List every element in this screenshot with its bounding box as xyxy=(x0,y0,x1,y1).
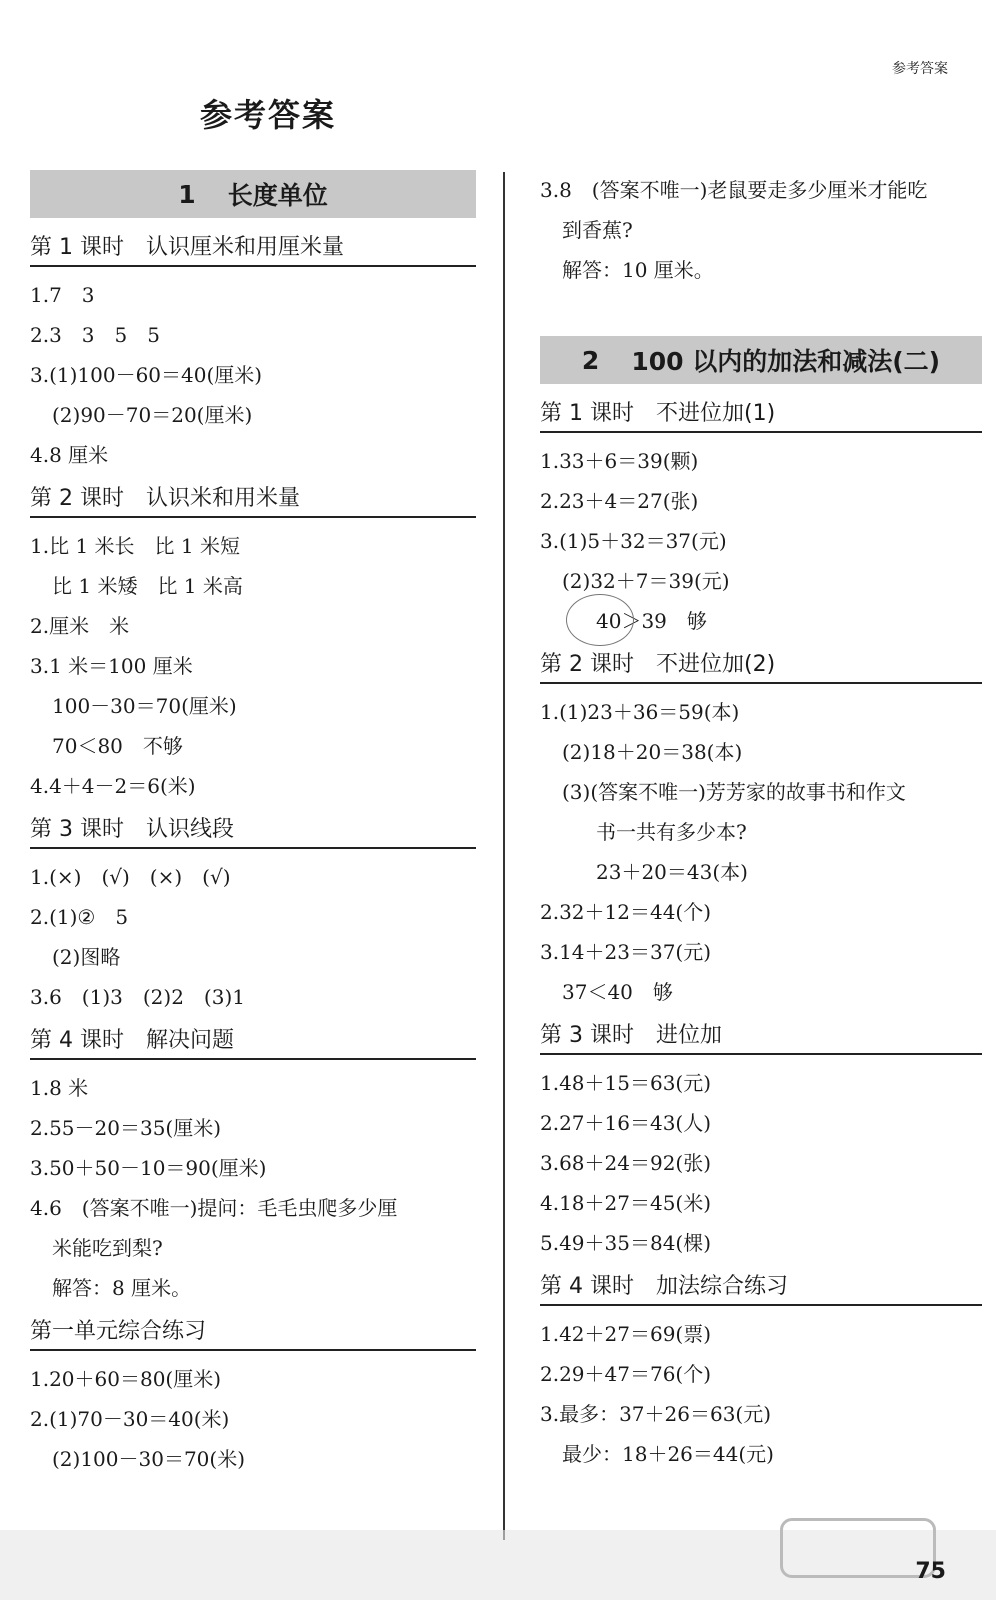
stamp-mark xyxy=(566,594,634,646)
lesson-name: 不进位加(2) xyxy=(655,652,776,677)
answer-line: 解答：10 厘米。 xyxy=(562,258,714,282)
lesson-title xyxy=(30,230,476,267)
lesson-name: 加法综合练习 xyxy=(655,1274,788,1299)
answer-line: 3.50＋50－10＝90(厘米) xyxy=(30,1156,267,1180)
lesson-section xyxy=(30,1314,476,1479)
answer-line: 1.20＋60＝80(厘米) xyxy=(30,1367,222,1391)
lesson-number: 第 2 课时 xyxy=(30,486,124,511)
answer-line: 4.18＋27＝45(米) xyxy=(540,1191,712,1215)
lesson-number: 第 1 课时 xyxy=(30,235,124,260)
lesson-title xyxy=(540,1018,982,1055)
lesson-section xyxy=(30,1023,476,1308)
answer-line: 2.23＋4＝27(张) xyxy=(540,489,699,513)
unit-banner xyxy=(540,336,982,384)
lesson-name: 认识厘米和用厘米量 xyxy=(145,235,344,260)
answer-line: (2)90－70＝20(厘米) xyxy=(52,403,253,427)
page-number: 75 xyxy=(915,1559,946,1584)
lesson-section xyxy=(30,481,476,806)
answer-line: (2)图略 xyxy=(52,945,121,969)
page-title: 参考答案 xyxy=(200,96,337,134)
answer-line: 1.42＋27＝69(票) xyxy=(540,1322,712,1346)
unit-name: 长度单位 xyxy=(227,181,328,210)
answer-line: 最少：18＋26＝44(元) xyxy=(562,1442,774,1466)
lesson-section xyxy=(30,812,476,1017)
header-label: 参考答案 xyxy=(892,61,948,77)
left-column xyxy=(30,170,476,1485)
answer-line: 2.32＋12＝44(个) xyxy=(540,900,712,924)
unit-name: 100 以内的加法和减法(二) xyxy=(631,347,941,376)
answer-line: 2.3 3 5 5 xyxy=(30,323,160,347)
answer-line: 1.(×) (√) (×) (√) xyxy=(30,865,231,889)
answer-line: 解答：8 厘米。 xyxy=(52,1276,192,1300)
answer-line: 1.8 米 xyxy=(30,1076,89,1100)
answer-line: 3.1 米＝100 厘米 xyxy=(30,654,193,678)
answer-line: (2)18＋20＝38(本) xyxy=(562,740,743,764)
lesson-name: 认识线段 xyxy=(145,817,234,842)
answer-line: 23＋20＝43(本) xyxy=(596,860,748,884)
answer-line: 3.14＋23＝37(元) xyxy=(540,940,712,964)
lesson-title xyxy=(30,812,476,849)
unit-number: 2 xyxy=(581,345,600,375)
answer-line: 37＜40 够 xyxy=(562,980,673,1004)
lesson-number: 第 4 课时 xyxy=(540,1274,634,1299)
answer-line: 70＜80 不够 xyxy=(52,734,183,758)
lesson-title xyxy=(30,1023,476,1060)
answer-line: 2.厘米 米 xyxy=(30,614,130,638)
lesson-section xyxy=(540,647,982,1012)
lesson-number: 第 2 课时 xyxy=(540,652,634,677)
answer-line: 到香蕉? xyxy=(562,218,633,242)
answer-line: 1.48＋15＝63(元) xyxy=(540,1071,712,1095)
lesson-name: 认识米和用米量 xyxy=(145,486,300,511)
answer-line: 3.最多：37＋26＝63(元) xyxy=(540,1402,772,1426)
answer-line: 5.49＋35＝84(棵) xyxy=(540,1231,712,1255)
column-divider xyxy=(503,172,505,1540)
answer-line: 2.(1)70－30＝40(米) xyxy=(30,1407,230,1431)
lesson-number: 第 1 课时 xyxy=(540,401,634,426)
unit-number: 1 xyxy=(178,179,196,209)
answer-line: 4.4＋4－2＝6(米) xyxy=(30,774,196,798)
lesson-number: 第 4 课时 xyxy=(30,1028,124,1053)
lesson-name: 解决问题 xyxy=(145,1028,234,1053)
lesson-name: 进位加 xyxy=(655,1023,722,1048)
answer-line: 3.68＋24＝92(张) xyxy=(540,1151,712,1175)
answer-line: 2.55－20＝35(厘米) xyxy=(30,1116,222,1140)
answer-line: 2.29＋47＝76(个) xyxy=(540,1362,712,1386)
lesson-title xyxy=(540,1269,982,1306)
lesson-title xyxy=(540,396,982,433)
lesson-title xyxy=(30,481,476,518)
lesson-section xyxy=(30,230,476,475)
answer-line: 2.(1)② 5 xyxy=(30,905,129,929)
answer-line: 40＞39 够 xyxy=(596,609,707,633)
lesson-section xyxy=(540,1018,982,1263)
answer-line: 100－30＝70(厘米) xyxy=(52,694,237,718)
answer-line: 1.比 1 米长 比 1 米短 xyxy=(30,534,240,558)
right-column xyxy=(540,170,982,1480)
lesson-number: 第 3 课时 xyxy=(30,817,124,842)
answer-line: 2.27＋16＝43(人) xyxy=(540,1111,712,1135)
answer-line: 书一共有多少本? xyxy=(596,820,747,844)
lesson-number: 第 3 课时 xyxy=(540,1023,634,1048)
answer-line: 4.6 (答案不唯一)提问：毛毛虫爬多少厘 xyxy=(30,1196,398,1220)
unit-banner xyxy=(30,170,476,218)
answer-line: 米能吃到梨? xyxy=(52,1236,163,1260)
answer-line: 3.8 (答案不唯一)老鼠要走多少厘米才能吃 xyxy=(540,178,928,202)
answer-line: 3.(1)5＋32＝37(元) xyxy=(540,529,727,553)
answer-line: 3.6 (1)3 (2)2 (3)1 xyxy=(30,985,245,1009)
answer-line: (3)(答案不唯一)芳芳家的故事书和作文 xyxy=(562,780,906,804)
lesson-section xyxy=(540,1269,982,1474)
answer-line: (2)100－30＝70(米) xyxy=(52,1447,246,1471)
lesson-number: 第一单元综合练习 xyxy=(30,1319,207,1344)
answer-line: 比 1 米矮 比 1 米高 xyxy=(52,574,243,598)
lesson-name: 不进位加(1) xyxy=(655,401,776,426)
answer-line: 3.(1)100－60＝40(厘米) xyxy=(30,363,263,387)
answer-line: 1.(1)23＋36＝59(本) xyxy=(540,700,740,724)
lesson-title xyxy=(30,1314,476,1351)
lesson-title xyxy=(540,647,982,684)
answer-line: 4.8 厘米 xyxy=(30,443,109,467)
answer-line: 1.33＋6＝39(颗) xyxy=(540,449,699,473)
answer-line: 1.7 3 xyxy=(30,283,95,307)
answer-line: (2)32＋7＝39(元) xyxy=(562,569,730,593)
watermark-logo xyxy=(780,1518,936,1578)
